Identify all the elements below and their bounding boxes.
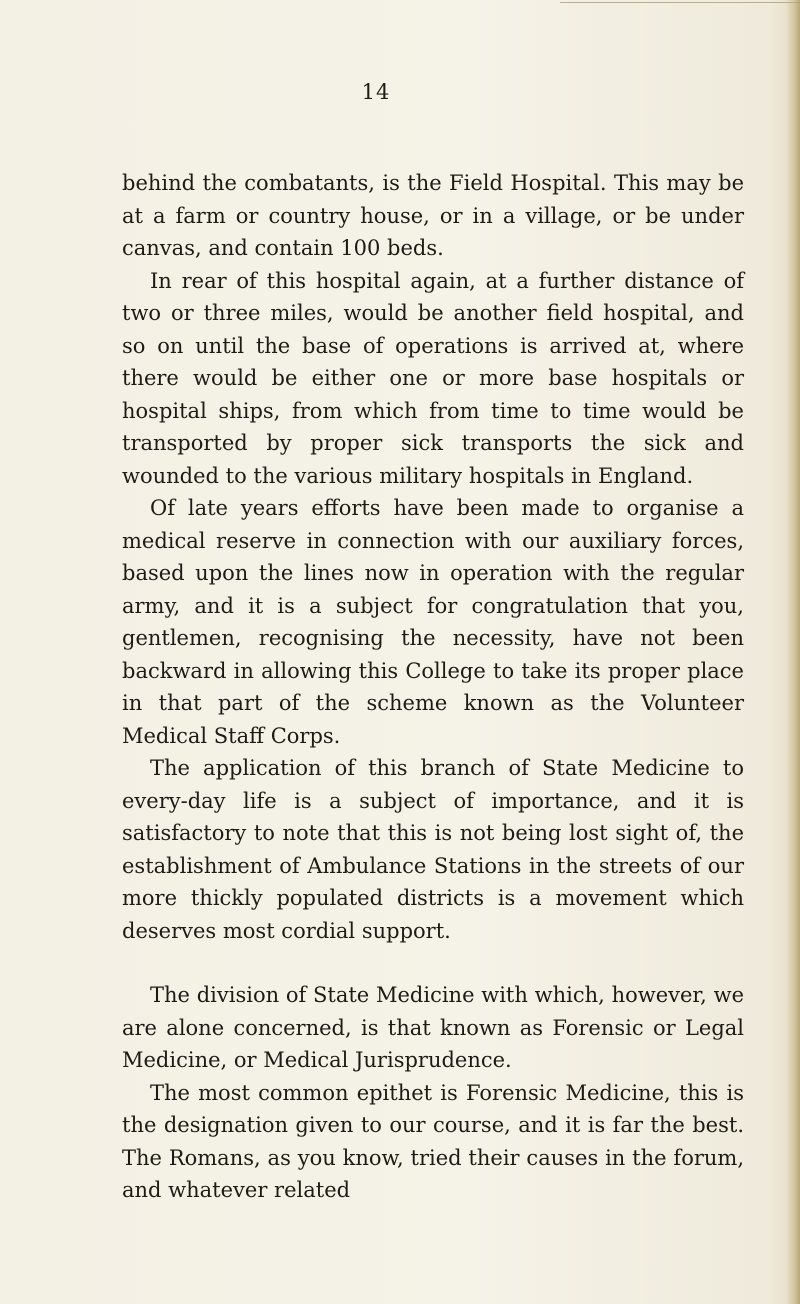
- paragraph-5: The division of State Medicine with which, however, we are alone concerned, is that known as Forensic or Legal Medicine, or Medical Jurisprudence.: [122, 983, 744, 1072]
- paragraph-1: behind the combatants, is the Field Hospital. This may be at a farm or country house, or in a village, or be under canvas, and contain 100 beds.: [122, 171, 744, 260]
- paragraph-6: The most common epithet is Forensic Medicine, this is the designation given to our course, and it is far the best. The Romans, as you know, tried their causes in the forum, and whatever related: [122, 1080, 744, 1202]
- page-edge-shadow: [786, 0, 800, 1304]
- paragraph-4: The application of this branch of State Medicine to every-day life is a subject of importance, and it is satisfactory to note that this is not being lost sight of, the establishment of Ambulance Stations in the streets of our more thickly populated districts is a movement which deserves most cordial support.: [122, 756, 744, 943]
- body-text: [122, 167, 744, 1207]
- paragraph-2: In rear of this hospital again, at a further distance of two or three miles, would be another field hospital, and so on until the base of operations is arrived at, where there would be either one or more base hospitals or hospital ships, from which from time to time would be transported by proper sick transports the sick and wounded to the various military hospitals in England.: [122, 268, 744, 488]
- page-number: 14: [361, 80, 391, 104]
- paragraph-3: Of late years efforts have been made to organise a medical reserve in connection with our auxiliary forces, based upon the lines now in operation with the regular army, and it is a subject for congratulation that you, gentlemen, recognising the necessity, have not been backward in allowing this College to take its proper place in that part of the scheme known as the Volunteer Medical Staff Corps.: [122, 496, 744, 748]
- page-top-rule: [560, 2, 800, 3]
